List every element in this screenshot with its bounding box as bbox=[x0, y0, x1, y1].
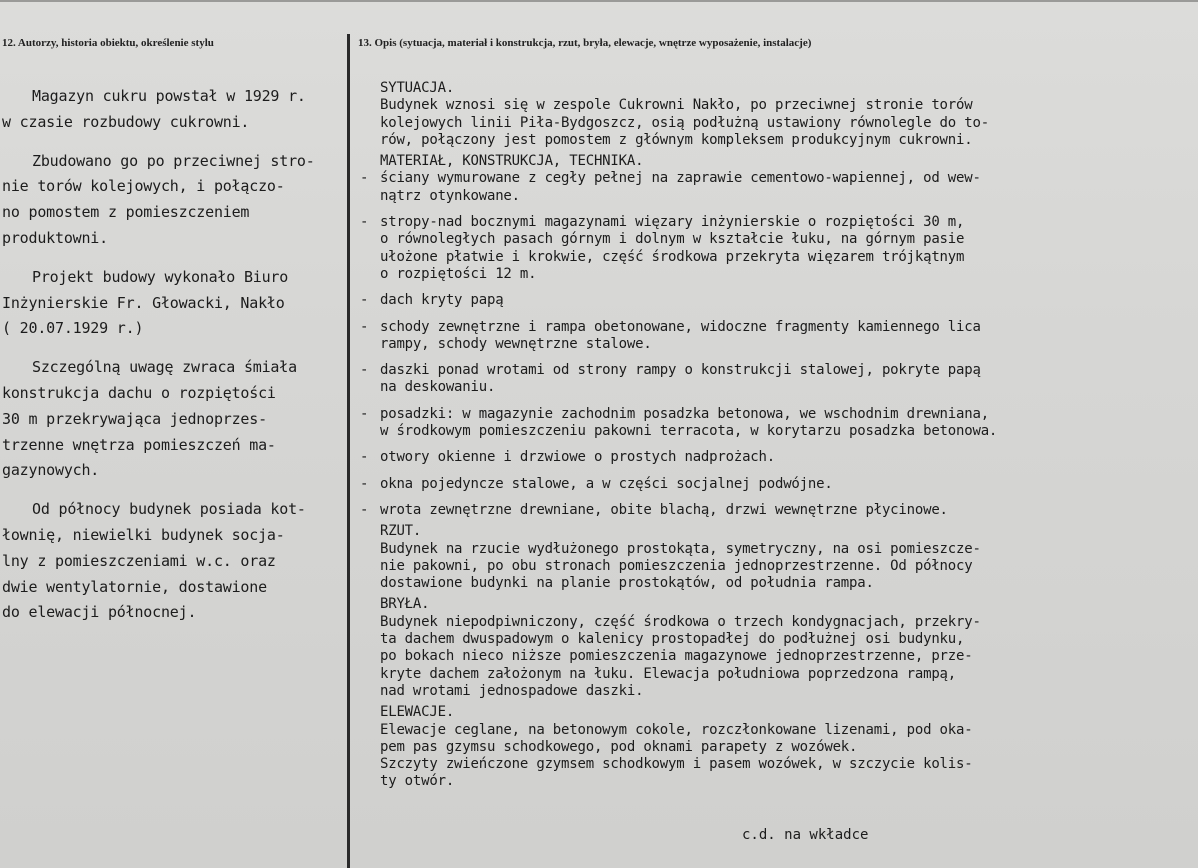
material-item-line: rampy, schody wewnętrzne stalowe. bbox=[380, 335, 652, 352]
section-heading-bryla: BRYŁA. bbox=[380, 596, 430, 613]
spacer bbox=[360, 397, 1190, 406]
section-heading-sytuacja: SYTUACJA. bbox=[380, 80, 455, 96]
history-line: no pomostem z pomieszczeniem bbox=[2, 203, 250, 222]
header-description: 13. Opis (sytuacja, materiał i konstrukcja, rzut, bryła, elewacje, wnętrze wyposażenie, instalacje) bbox=[358, 37, 812, 49]
history-line: Od północy budynek posiada kot- bbox=[32, 500, 306, 519]
section-heading-rzut: RZUT. bbox=[380, 523, 422, 540]
history-line: Projekt budowy wykonało Biuro bbox=[32, 267, 289, 286]
section-line: nie pakowni, po obu stronach pomieszczenia jednoprzestrzenne. Od północy bbox=[380, 557, 973, 574]
section-line: Elewacje ceglane, na betonowym cokole, rozczłonkowane lizenami, pod oka- bbox=[380, 721, 973, 738]
material-item-line: daszki ponad wrotami od strony rampy o konstrukcji stalowej, pokryte papą bbox=[380, 362, 981, 379]
spacer bbox=[360, 440, 1190, 449]
history-line: gazynowych. bbox=[2, 461, 100, 480]
section-line: ty otwór. bbox=[380, 773, 455, 790]
material-item-line: na deskowaniu. bbox=[380, 379, 496, 396]
spacer bbox=[360, 493, 1190, 502]
section-heading-material: MATERIAŁ, KONSTRUKCJA, TECHNIKA. bbox=[380, 153, 644, 170]
history-line: produktowni. bbox=[2, 228, 108, 247]
section-line: rów, połączony jest pomostem z głównym kompleksem produkcyjnym cukrowni. bbox=[380, 131, 973, 148]
history-line: Szczególną uwagę zwraca śmiała bbox=[32, 358, 297, 377]
section-line: Budynek niepodpiwniczony, część środkowa o trzech kondygnacjach, przekry- bbox=[380, 613, 981, 630]
history-line: Magazyn cukru powstał w 1929 r. bbox=[32, 87, 306, 105]
history-paragraph bbox=[2, 149, 344, 252]
material-item-line: schody zewnętrzne i rampa obetonowane, widoczne fragmenty kamiennego lica bbox=[380, 318, 981, 335]
section-line: dostawione budynki na planie prostokątów, od południa rampa. bbox=[380, 575, 874, 592]
top-rule bbox=[0, 0, 1198, 2]
history-line: łownię, niewielki budynek socja- bbox=[2, 525, 285, 544]
spacer bbox=[360, 467, 1190, 476]
material-item-line: dach kryty papą bbox=[380, 292, 504, 309]
history-paragraph bbox=[2, 355, 344, 484]
continuation-note: c.d. na wkładce bbox=[742, 827, 869, 843]
list-dash: - bbox=[360, 214, 369, 231]
section-line: nad wrotami jednospadowe daszki. bbox=[380, 682, 644, 699]
material-item-line: w środkowym pomieszczeniu pakowni terracota, w korytarzu posadzka betonowa. bbox=[380, 423, 998, 440]
section-line: Budynek na rzucie wydłużonego prostokąta, symetryczny, na osi pomieszcze- bbox=[380, 540, 981, 557]
material-item-line: nątrz otynkowane. bbox=[380, 187, 520, 204]
section-line: Budynek wznosi się w zespole Cukrowni Nakło, po przeciwnej stronie torów bbox=[380, 97, 973, 114]
material-list-item bbox=[360, 476, 1190, 493]
material-item-line: ułożone płatwie i krokwie, część środkowa przekryta więzarem trójkątnym bbox=[380, 248, 965, 265]
material-list-item bbox=[360, 502, 1190, 519]
list-dash: - bbox=[360, 449, 369, 466]
spacer bbox=[360, 283, 1190, 292]
history-line: konstrukcja dachu o rozpiętości bbox=[2, 383, 276, 402]
right-column-description-text bbox=[360, 80, 1190, 791]
column-divider bbox=[347, 34, 350, 868]
material-list-item bbox=[360, 214, 1190, 283]
material-item-line: o równoległych pasach górnym i dolnym w kształcie łuku, na górnym pasie bbox=[380, 231, 965, 248]
spacer bbox=[360, 205, 1190, 214]
list-dash: - bbox=[360, 475, 369, 492]
history-paragraph bbox=[2, 84, 344, 136]
list-dash: - bbox=[360, 318, 369, 335]
material-list-item bbox=[360, 292, 1190, 309]
list-dash: - bbox=[360, 170, 369, 187]
section-line: kolejowych linii Piła-Bydgoszcz, osią podłużną ustawiony równolegle do to- bbox=[380, 114, 989, 131]
history-line: do elewacji północnej. bbox=[2, 603, 197, 622]
history-paragraph bbox=[2, 265, 344, 342]
material-list-item bbox=[360, 170, 1190, 205]
material-item-line: okna pojedyncze stalowe, a w części socjalnej podwójne. bbox=[380, 475, 833, 492]
material-item-line: posadzki: w magazynie zachodnim posadzka betonowa, we wschodnim drewniana, bbox=[380, 405, 989, 422]
section-line: Szczyty zwieńczone gzymsem schodkowym i pasem wozówek, w szczycie kolis- bbox=[380, 756, 973, 773]
history-paragraph bbox=[2, 497, 344, 626]
list-dash: - bbox=[360, 292, 369, 309]
material-list-item bbox=[360, 362, 1190, 397]
material-list-item bbox=[360, 406, 1190, 441]
history-line: dwie wentylatornie, dostawione bbox=[2, 577, 267, 596]
material-item-line: o rozpiętości 12 m. bbox=[380, 265, 537, 282]
left-column-history-text bbox=[2, 84, 344, 639]
spacer bbox=[360, 310, 1190, 319]
material-item-line: stropy-nad bocznymi magazynami więzary inżynierskie o rozpiętości 30 m, bbox=[380, 214, 965, 231]
history-line: trzenne wnętrza pomieszczeń ma- bbox=[2, 435, 276, 454]
material-list-item bbox=[360, 319, 1190, 354]
section-heading-elewacje: ELEWACJE. bbox=[380, 704, 455, 721]
header-authors-history: 12. Autorzy, historia obiektu, określenie stylu bbox=[2, 37, 214, 49]
material-list-item bbox=[360, 449, 1190, 466]
section-line: po bokach nieco niższe pomieszczenia magazynowe jednoprzestrzenne, prze- bbox=[380, 648, 973, 665]
list-dash: - bbox=[360, 501, 369, 518]
material-item-line: wrota zewnętrzne drewniane, obite blachą, drzwi wewnętrzne płycinowe. bbox=[380, 501, 948, 518]
history-line: Zbudowano go po przeciwnej stro- bbox=[32, 151, 315, 170]
list-dash: - bbox=[360, 362, 369, 379]
history-line: w czasie rozbudowy cukrowni. bbox=[2, 112, 250, 131]
material-item-line: otwory okienne i drzwiowe o prostych nadprożach. bbox=[380, 449, 775, 466]
history-line: lny z pomieszczeniami w.c. oraz bbox=[2, 551, 276, 570]
section-line: ta dachem dwuspadowym o kalenicy prostopadłej do podłużnej osi budynku, bbox=[380, 631, 965, 648]
history-line: 30 m przekrywająca jednoprzes- bbox=[2, 409, 267, 428]
section-line: kryte dachem założonym na łuku. Elewacja południowa poprzedzona rampą, bbox=[380, 665, 957, 682]
history-line: Inżynierskie Fr. Głowacki, Nakło bbox=[2, 293, 285, 312]
history-line: nie torów kolejowych, i połączo- bbox=[2, 177, 285, 196]
list-dash: - bbox=[360, 405, 369, 422]
history-line: ( 20.07.1929 r.) bbox=[2, 319, 144, 338]
section-line: pem pas gzymsu schodkowego, pod oknami parapety z wozówek. bbox=[380, 738, 858, 755]
spacer bbox=[360, 353, 1190, 362]
material-item-line: ściany wymurowane z cegły pełnej na zaprawie cementowo-wapiennej, od wew- bbox=[380, 170, 981, 187]
